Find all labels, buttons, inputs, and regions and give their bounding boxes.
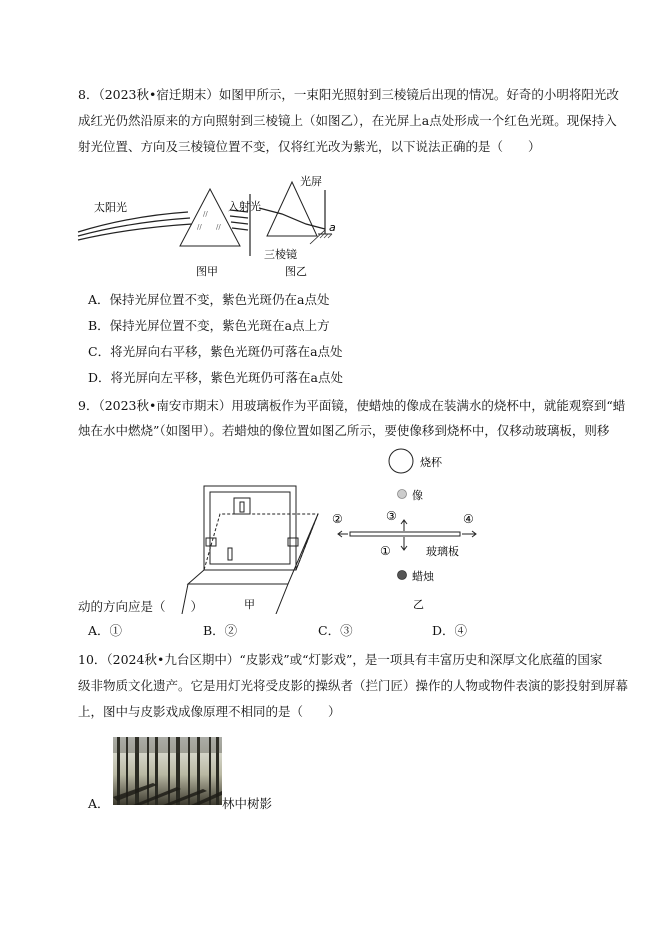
figure-yi-image-label: 像 — [412, 489, 423, 502]
figure-yi-beaker-label: 烧杯 — [420, 456, 442, 469]
svg-text://: // — [203, 210, 208, 218]
q10-text-line3: 上，图中与皮影戏成像原理不相同的是（ ） — [78, 704, 341, 719]
figure-yi-screen-label: 光屏 — [300, 175, 322, 188]
svg-text://: // — [197, 223, 202, 231]
q10-option-a-label[interactable]: 林中树影 — [222, 796, 273, 811]
figure-jia-label: 甲 — [244, 598, 255, 611]
figure-yi-glass-label: 玻璃板 — [426, 545, 459, 558]
q9-text-line3: 动的方向应是（ ） — [78, 599, 204, 614]
figure-yi-candle-dot — [398, 571, 407, 580]
q9-option-b[interactable]: B．② — [203, 623, 238, 638]
figure-jia-setup — [180, 486, 318, 614]
q8-figures — [70, 172, 370, 282]
figure-yi-num-4: ④ — [463, 512, 474, 526]
figure-yi-caption: 图乙 — [285, 265, 307, 278]
forest-tree-shadow-photo — [113, 737, 222, 805]
q8-text-line1: 8．（2023秋•宿迁期末）如图甲所示，一束阳光照射到三棱镜后出现的情况。好奇的小明将阳光改 — [78, 87, 619, 102]
q9-text-line2: 烛在水中燃烧”（如图甲）。若蜡烛的像位置如图乙所示，要使像移到烧杯中，仅移动玻璃板，则移 — [78, 423, 610, 438]
figure-yi-label: 乙 — [413, 598, 424, 611]
figure-yi-prism-label: 三棱镜 — [264, 248, 297, 261]
q10-text-line2: 级非物质文化遗产。它是用灯光将受皮影的操纵者（拦门匠）操作的人物或物件表演的影投射到屏幕 — [78, 678, 629, 693]
q8-option-a[interactable]: A．保持光屏位置不变，紫色光斑仍在a点处 — [88, 292, 330, 307]
figure-yi-point-a: a — [329, 221, 336, 234]
figure-yi-num-2: ② — [332, 512, 343, 526]
figure-jia-sunrays — [78, 210, 248, 240]
figure-jia-sun-label: 太阳光 — [94, 201, 127, 214]
q8-option-c[interactable]: C．将光屏向右平移，紫色光斑仍可落在a点处 — [88, 344, 343, 359]
figure-yi-candle-label: 蜡烛 — [412, 570, 434, 583]
figure-yi-incident-label: 入射光 — [228, 200, 261, 213]
svg-text://: // — [216, 223, 221, 231]
figure-yi-light-path — [259, 208, 325, 229]
q10-text-line1: 10．（2024秋•九台区期中）“皮影戏”或“灯影戏”，是一项具有丰富历史和深厚文化底蕴的国家 — [78, 652, 603, 667]
figure-yi-beaker — [389, 449, 413, 473]
q8-option-d[interactable]: D．将光屏向左平移，紫色光斑仍可落在a点处 — [88, 370, 343, 385]
q9-option-c[interactable]: C．③ — [318, 623, 353, 638]
figure-yi-num-3: ③ — [386, 509, 397, 523]
figure-yi-num-1: ① — [380, 544, 391, 558]
q9-text-line1: 9．（2023秋•南安市期末）用玻璃板作为平面镜，使蜡烛的像成在装满水的烧杯中，就能观察到“蜡 — [78, 398, 626, 413]
figure-jia-caption: 图甲 — [196, 265, 218, 278]
q8-option-b[interactable]: B．保持光屏位置不变，紫色光斑在a点上方 — [88, 318, 330, 333]
figure-yi-image-dot — [398, 490, 407, 499]
q8-text-line2: 成红光仍然沿原来的方向照射到三棱镜上（如图乙），在光屏上a点处形成一个红色光斑。现保持入 — [78, 113, 617, 128]
q10-option-a-letter[interactable]: A． — [88, 796, 110, 811]
figure-yi-prism — [267, 182, 317, 236]
q9-figures — [180, 444, 500, 614]
q8-text-line3: 射光位置、方向及三棱镜位置不变，仅将红光改为紫光，以下说法正确的是（ ） — [78, 139, 541, 154]
figure-yi-glass-board — [350, 532, 460, 536]
q9-option-d[interactable]: D．④ — [432, 623, 468, 638]
q9-option-a[interactable]: A．① — [88, 623, 123, 638]
